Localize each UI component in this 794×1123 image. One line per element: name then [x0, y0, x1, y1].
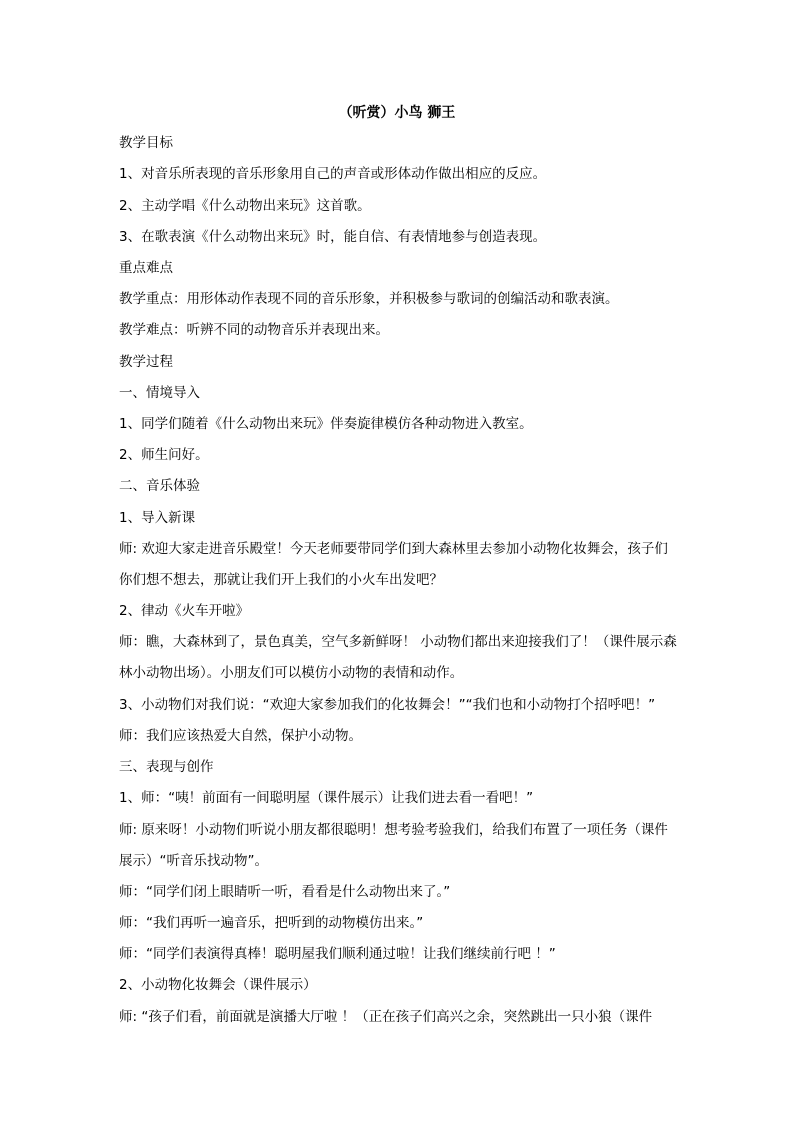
section-heading: 三、表现与创作 — [119, 759, 214, 775]
paragraph: 教学难点：听辨不同的动物音乐并表现出来。 — [119, 322, 389, 338]
paragraph: 1、同学们随着《什么动物出来玩》伴奏旋律模仿各种动物进入教室。 — [119, 416, 533, 432]
heading-teaching-process: 教学过程 — [119, 354, 173, 370]
paragraph: 1、导入新课 — [119, 510, 196, 526]
paragraph: 师：“我们再听一遍音乐，把听到的动物模仿出来。” — [119, 915, 424, 931]
paragraph: 1、师：“咦！前面有一间聪明屋（课件展示）让我们进去看一看吧！” — [119, 790, 534, 806]
document-title: （听赏）小鸟 狮王 — [338, 105, 456, 121]
paragraph: 3、在歌表演《什么动物出来玩》时，能自信、有表情地参与创造表现。 — [119, 229, 547, 245]
paragraph: 2、师生问好。 — [119, 447, 209, 463]
section-heading: 二、音乐体验 — [119, 478, 200, 494]
paragraph: 师：我们应该热爱大自然，保护小动物。 — [119, 728, 362, 744]
paragraph: 师：“同学们闭上眼睛听一听，看看是什么动物出来了。” — [119, 884, 451, 900]
paragraph: 师: 欢迎大家走进音乐殿堂！今天老师要带同学们到大森林里去参加小动物化妆舞会，孩子们你们想不想去，那就让我们开上我们的小火车出发吧？ — [119, 541, 668, 588]
paragraph: 2、主动学唱《什么动物出来玩》这首歌。 — [119, 198, 371, 214]
paragraph: 师：瞧，大森林到了，景色真美，空气多新鲜呀！ 小动物们都出来迎接我们了！（课件展示森林小动物出场）。小朋友们可以模仿小动物的表情和动作。 — [119, 634, 677, 681]
paragraph: 教学重点：用形体动作表现不同的音乐形象，并积极参与歌词的创编活动和歌表演。 — [119, 291, 619, 307]
paragraph: 师: “孩子们看，前面就是演播大厅啦 ！（正在孩子们高兴之余，突然跳出一只小狼（课件 — [119, 1009, 653, 1025]
paragraph: 师: 原来呀！小动物们听说小朋友都很聪明！想考验考验我们，给我们布置了一项任务（课件展示）“听音乐找动物”。 — [119, 822, 668, 869]
paragraph: 1、对音乐所表现的音乐形象用自己的声音或形体动作做出相应的反应。 — [119, 166, 547, 182]
heading-teaching-objectives: 教学目标 — [119, 135, 173, 151]
paragraph: 2、律动《火车开啦》 — [119, 603, 250, 619]
paragraph: 2、小动物化妆舞会（课件展示） — [119, 977, 317, 993]
heading-key-points: 重点难点 — [119, 260, 173, 276]
paragraph: 师：“同学们表演得真棒！聪明屋我们顺利通过啦！让我们继续前行吧 ！” — [119, 946, 556, 962]
section-heading: 一、情境导入 — [119, 385, 200, 401]
paragraph: 3、小动物们对我们说：“欢迎大家参加我们的化妆舞会！”“我们也和小动物打个招呼吧！” — [119, 697, 656, 713]
